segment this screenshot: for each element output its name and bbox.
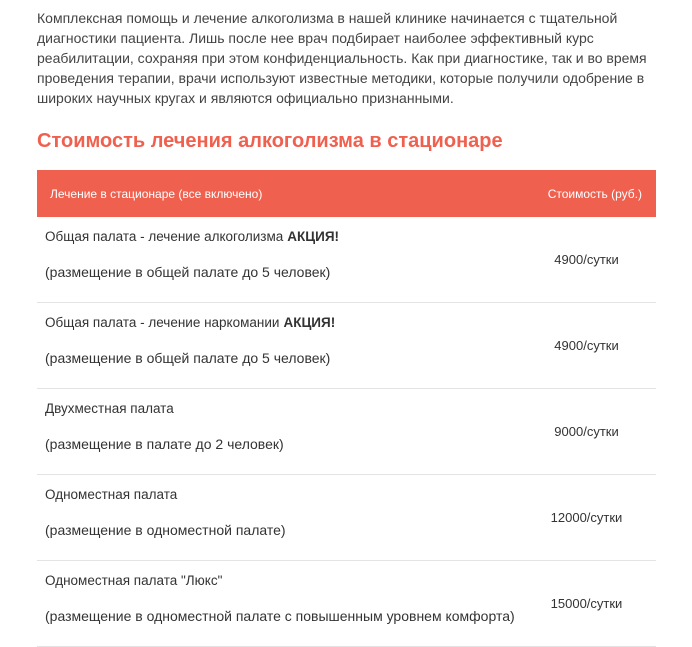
table-row bbox=[37, 561, 656, 647]
row-title-line bbox=[45, 572, 517, 590]
intro-paragraph: Комплексная помощь и лечение алкоголизма в нашей клинике начинается с тщательной диагностики пациента. Лишь после нее врач подбирает наиболее эффективный курс реабилитации, сохраняя при этом конфиденциальность. Как при диагностике, так и во время проведения терапии, врачи используют известные методики, которые получили одобрение в широких научных кругах и являются официально признанными. bbox=[37, 10, 647, 106]
section-title: Стоимость лечения алкоголизма в стационаре bbox=[37, 130, 503, 152]
row-title-line bbox=[45, 400, 517, 418]
row-title: Двухместная палата bbox=[45, 401, 174, 416]
row-price: 4900/сутки bbox=[517, 217, 656, 303]
row-description: (размещение в общей палате до 5 человек) bbox=[45, 350, 331, 366]
table-header-row bbox=[37, 170, 656, 217]
row-title: Одноместная палата bbox=[45, 487, 178, 502]
row-title: Одноместная палата "Люкс" bbox=[45, 573, 223, 588]
table-row bbox=[37, 475, 656, 561]
table-row bbox=[37, 303, 656, 389]
row-description: (размещение в одноместной палате) bbox=[45, 522, 286, 538]
row-description: (размещение в одноместной палате с повышенным уровнем комфорта) bbox=[45, 608, 515, 624]
row-title: Общая палата - лечение алкоголизма bbox=[45, 229, 284, 244]
row-title-line bbox=[45, 486, 517, 504]
row-price: 12000/сутки bbox=[517, 475, 656, 561]
row-name-cell bbox=[37, 217, 517, 303]
row-name-cell bbox=[37, 389, 517, 475]
header-treatment: Лечение в стационаре (все включено) bbox=[37, 170, 517, 217]
price-table bbox=[37, 170, 656, 647]
table-row bbox=[37, 217, 656, 303]
row-description: (размещение в палате до 2 человек) bbox=[45, 436, 284, 452]
row-name-cell bbox=[37, 303, 517, 389]
row-title: Общая палата - лечение наркомании bbox=[45, 315, 280, 330]
row-price: 4900/сутки bbox=[517, 303, 656, 389]
row-price: 15000/сутки bbox=[517, 561, 656, 647]
header-price: Стоимость (руб.) bbox=[517, 170, 656, 217]
table-row bbox=[37, 389, 656, 475]
row-title-line bbox=[45, 228, 517, 246]
row-description: (размещение в общей палате до 5 человек) bbox=[45, 264, 331, 280]
promo-badge: АКЦИЯ! bbox=[287, 229, 340, 244]
row-price: 9000/сутки bbox=[517, 389, 656, 475]
promo-badge: АКЦИЯ! bbox=[283, 315, 336, 330]
row-title-line bbox=[45, 314, 517, 332]
row-name-cell bbox=[37, 561, 517, 647]
row-name-cell bbox=[37, 475, 517, 561]
